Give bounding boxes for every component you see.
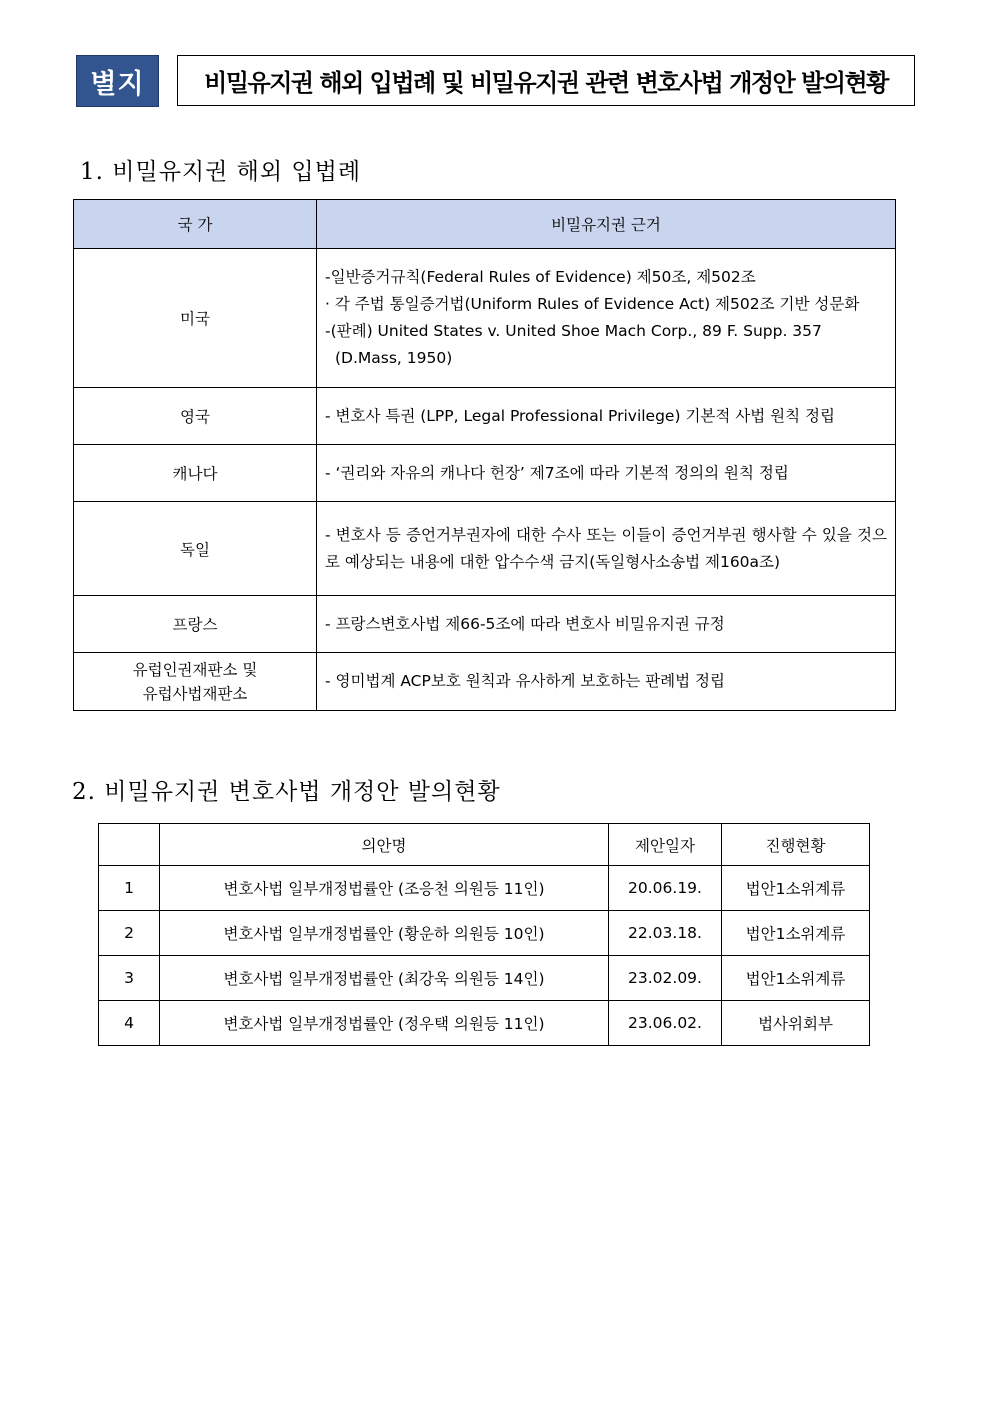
country-line: 유럽인권재판소 및 [132, 660, 258, 679]
bill-name: 변호사법 일부개정법률안 (최강욱 의원등 14인) [160, 956, 609, 1001]
proposal-date: 23.06.02. [609, 1001, 722, 1046]
table-row-germany [74, 502, 896, 596]
country-cell: 미국 [74, 249, 317, 388]
table-row [99, 1001, 870, 1046]
document-title: 비밀유지권 해외 입법례 및 비밀유지권 관련 변호사법 개정안 발의현황 [177, 55, 915, 106]
overseas-legislation-table [73, 199, 896, 711]
table-row [99, 866, 870, 911]
row-number: 4 [99, 1001, 160, 1046]
row-number: 3 [99, 956, 160, 1001]
bill-status: 법안1소위계류 [722, 956, 870, 1001]
header-basis: 비밀유지권 근거 [317, 200, 896, 249]
table-row-canada [74, 445, 896, 502]
table-row [99, 956, 870, 1001]
basis-cell [317, 249, 896, 388]
table-header-row [99, 824, 870, 866]
section1-title: 1. 비밀유지권 해외 입법례 [80, 159, 362, 185]
proposal-date: 23.02.09. [609, 956, 722, 1001]
header-number [99, 824, 160, 866]
basis-cell: - 변호사 특권 (LPP, Legal Professional Privilege) 기본적 사법 원칙 정립 [317, 388, 896, 445]
bill-status: 법안1소위계류 [722, 866, 870, 911]
bill-name: 변호사법 일부개정법률안 (조응천 의원등 11인) [160, 866, 609, 911]
country-cell: 프랑스 [74, 596, 317, 653]
table-row-uk [74, 388, 896, 445]
header-bill-name: 의안명 [160, 824, 609, 866]
row-number: 1 [99, 866, 160, 911]
basis-line: -일반증거규칙(Federal Rules of Evidence) 제50조, 제502조 [325, 268, 756, 286]
proposal-date: 20.06.19. [609, 866, 722, 911]
country-line: 유럽사법재판소 [142, 684, 248, 703]
page-header [76, 55, 916, 107]
basis-cell: - ‘권리와 자유의 캐나다 헌장’ 제7조에 따라 기본적 정의의 원칙 정립 [317, 445, 896, 502]
table-row-europe [74, 653, 896, 711]
bill-status-table [98, 823, 870, 1046]
table-header-row [74, 200, 896, 249]
bill-name: 변호사법 일부개정법률안 (황운하 의원등 10인) [160, 911, 609, 956]
proposal-date: 22.03.18. [609, 911, 722, 956]
row-number: 2 [99, 911, 160, 956]
country-cell: 독일 [74, 502, 317, 596]
basis-line: (D.Mass, 1950) [335, 349, 453, 367]
bill-status: 법안1소위계류 [722, 911, 870, 956]
basis-cell: - 변호사 등 증언거부권자에 대한 수사 또는 이들이 증언거부권 행사할 수 있을 것으로 예상되는 내용에 대한 압수수색 금지(독일형사소송법 제160a조) [317, 502, 896, 596]
table-row-usa [74, 249, 896, 388]
bill-status: 법사위회부 [722, 1001, 870, 1046]
country-cell [74, 653, 317, 711]
basis-line: · 각 주법 통일증거법(Uniform Rules of Evidence Act) 제502조 기반 성문화 [325, 295, 860, 313]
country-cell: 영국 [74, 388, 317, 445]
section2-title: 2. 비밀유지권 변호사법 개정안 발의현황 [72, 779, 501, 805]
bill-name: 변호사법 일부개정법률안 (정우택 의원등 11인) [160, 1001, 609, 1046]
header-status: 진행현황 [722, 824, 870, 866]
table-row [99, 911, 870, 956]
header-country: 국 가 [74, 200, 317, 249]
basis-line: -(판례) United States v. United Shoe Mach Corp., 89 F. Supp. 357 [325, 322, 822, 340]
annex-badge: 별지 [76, 55, 159, 107]
basis-cell: - 영미법계 ACP보호 원칙과 유사하게 보호하는 판례법 정립 [317, 653, 896, 711]
table-row-france [74, 596, 896, 653]
header-proposal-date: 제안일자 [609, 824, 722, 866]
basis-cell: - 프랑스변호사법 제66-5조에 따라 변호사 비밀유지권 규정 [317, 596, 896, 653]
country-cell: 캐나다 [74, 445, 317, 502]
